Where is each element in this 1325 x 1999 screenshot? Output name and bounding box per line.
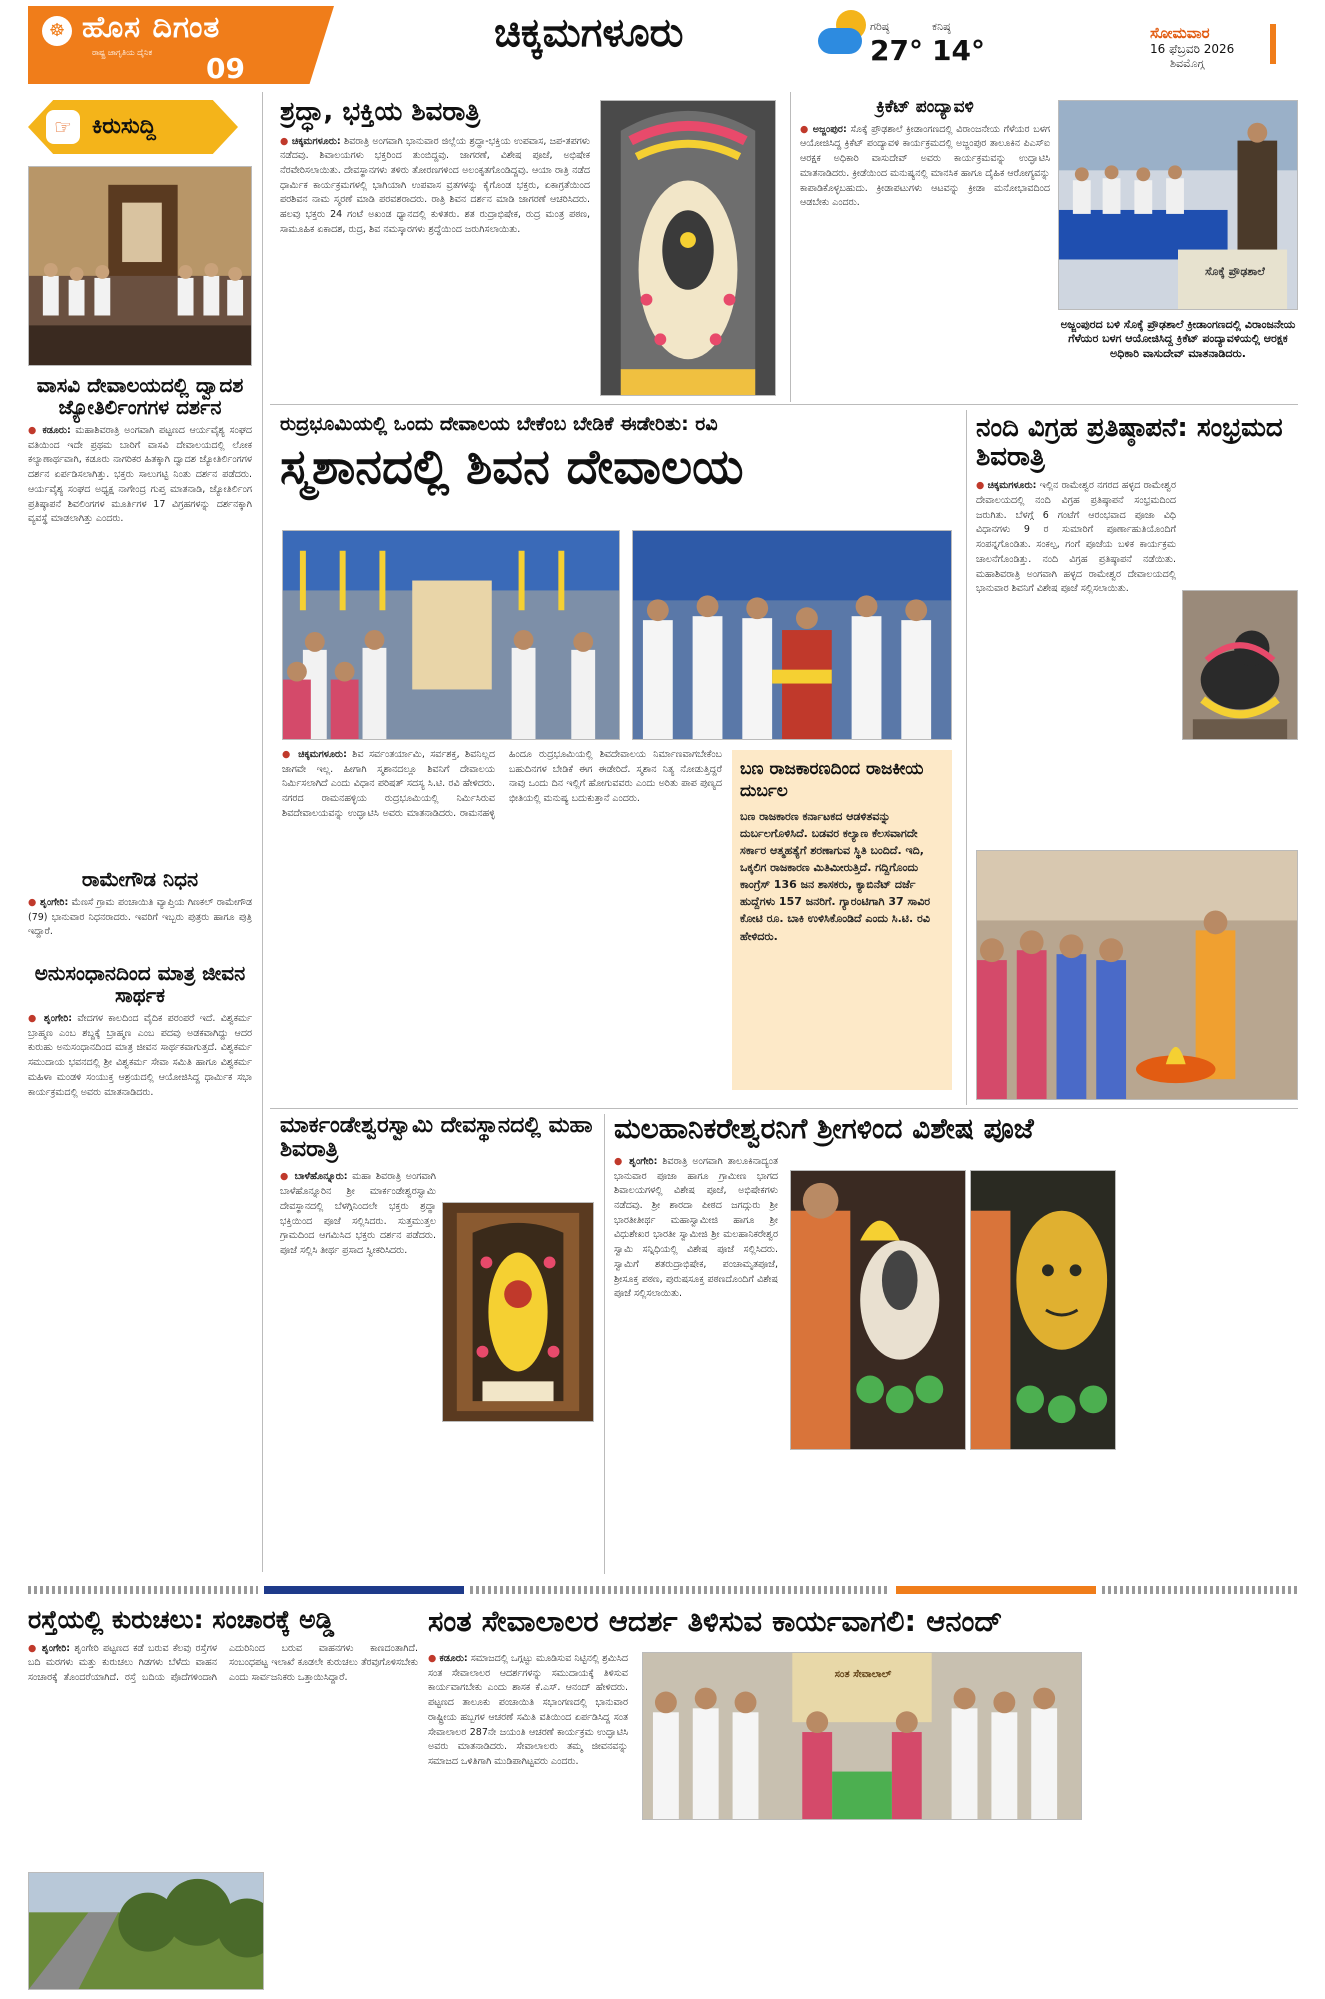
markandeya-idol-photo (442, 1202, 594, 1422)
weather-icon (818, 10, 868, 60)
smashana-header (280, 414, 960, 534)
nandi-text: ಇಲ್ಲಿನ ರಾಮೇಶ್ವರ ನಗರದ ಹಳ್ಳದ ರಾಮೇಶ್ವರ ದೇವಾಲಯದಲ್ಲಿ ನಂದಿ ವಿಗ್ರಹ ಪ್ರತಿಷ್ಠಾಪನೆ ಸಂಭ್ರಮದಿಂದ ಜರುಗಿತು. ಬೆಳಗ್ಗೆ 6 ಗಂಟೆಗೆ ಆರಂಭವಾದ ಪೂಜಾ ವಿಧಿ ವಿಧಾನಗಳು 9 ರ ಸುಮಾರಿಗೆ ಪೂರ್ಣಾಹುತಿಯೊಂದಿಗೆ ಸಂಪನ್ನಗೊಂಡಿತು. ಸಂಕಲ್ಪ, ಗಂಗೆ ಪೂಜೆಯ ಬಳಿಕ ಕಾರ್ಯಕ್ರಮ ಚಾಲನೆಗೊಂಡಿತ್ತು. ನಂದಿ ವಿಗ್ರಹ ಪ್ರತಿಷ್ಠಾಪನೆ ನಡೆಯಿತು. ಮಹಾಶಿವರಾತ್ರಿ ಅಂಗವಾಗಿ ಹಳ್ಳದ ರಾಮೇಶ್ವರ ದೇವಾಲಯದಲ್ಲಿ ಭಾನುವಾರ ಶಿವನಿಗೆ ವಿಶೇಷ ಪೂಜೆ ಸಲ್ಲಿಸಲಾಯಿತು. (976, 480, 1176, 595)
raste-article (28, 1606, 418, 1866)
temple-crowd-illustration (283, 531, 619, 739)
smashana-dateline: ಚಿಕ್ಕಮಗಳೂರು: (298, 749, 347, 760)
cricket-event-photo (1058, 100, 1298, 310)
cloud-icon (818, 28, 862, 54)
edition-city: ಶಿವಮೊಗ್ಗ (1170, 57, 1205, 70)
column-divider (790, 92, 791, 402)
decorated-idol-illustration (443, 1203, 593, 1421)
smashana-text: ಶಿವ ಸರ್ವಂತರ್ಯಾಮಿ, ಸರ್ವಶಕ್ತ, ಶಿವನಿಲ್ಲದ ಜಾಗವೇ ಇಲ್ಲ. ಹೀಗಾಗಿ ಸ್ಮಶಾನದಲ್ಲೂ ಶಿವನಿಗೆ ದೇವಾಲಯ ನಿರ್ಮಿಸಲಾಗಿದೆ ಎಂದು ವಿಧಾನ ಪರಿಷತ್ ಸದಸ್ಯ ಸಿ.ಟಿ. ರವಿ ಹೇಳಿದರು. ನಗರದ ರಾಮನಹಳ್ಳಿಯ ರುದ್ರಭೂಮಿಯಲ್ಲಿ ನಿರ್ಮಿಸಿರುವ ಶಿವದೇವಾಲಯವನ್ನು ಉದ್ಘಾಟಿಸಿ ಅವರು ಮಾತನಾಡಿದರು. ರಾಮನಹಳ್ಳಿ ಹಿಂದೂ ರುದ್ರಭೂಮಿಯಲ್ಲಿ ಶಿವದೇವಾಲಯ ನಿರ್ಮಾಣವಾಗಬೇಕೆಂಬ ಬಹುದಿನಗಳ ಬೇಡಿಕೆ ಈಗ ಈಡೇರಿದೆ. ಸ್ಮಶಾನ ನಿತ್ಯ ನೋಡುತ್ತಿದ್ದರೆ ನಾವು ಒಂದು ದಿನ ಇಲ್ಲಿಗೆ ಹೋಗುವವರು ಎಂದು ಅರಿತು ಪಾಪ ಪುಣ್ಯದ ಭೀತಿಯಲ್ಲಿ ಮನುಷ್ಯ ಬದುಕುತ್ತಾನೆ ಎಂದರು. (282, 749, 722, 819)
vasavi-dateline: ಕಡೂರು: (42, 425, 71, 436)
shraddha-article (280, 98, 590, 398)
vasavi-text: ಮಹಾಶಿವರಾತ್ರಿ ಅಂಗವಾಗಿ ಪಟ್ಟಣದ ಆರ್ಯವೈಶ್ಯ ಸಂಘದ ವತಿಯಿಂದ ಇದೇ ಪ್ರಥಮ ಬಾರಿಗೆ ವಾಸವಿ ದೇವಾಲಯದಲ್ಲಿ ಲೋಕ ಕಲ್ಯಾಣಾರ್ಥವಾಗಿ, ಕಡೂರು ನಾಗರಿಕರ ಹಿತಕ್ಕಾಗಿ ದ್ವಾದಶ ಜ್ಯೋತಿರ್ಲಿಂಗಗಳ ದರ್ಶನ ಏರ್ಪಡಿಸಲಾಗಿತ್ತು. ಭಕ್ತರು ಸಾಲುಗಟ್ಟಿ ನಿಂತು ದರ್ಶನ ಪಡೆದರು. ಆರ್ಯವೈಶ್ಯ ಸಂಘದ ಅಧ್ಯಕ್ಷ ನಾಗೇಂದ್ರ ಗುಪ್ತ ಮಾತನಾಡಿ, ಜ್ಯೋತಿರ್ಲಿಂಗ ಪ್ರತಿಷ್ಠಾಪನೆ ಶಿವಲಿಂಗಗಳ ಮೂರ್ತಿಗಳ 17 ವಿಗ್ರಹಗಳನ್ನು ದರ್ಶನಕ್ಕಾಗಿ ವ್ಯವಸ್ಥೆ ಮಾಡಲಾಗಿತ್ತು ಎಂದರು. (28, 425, 252, 525)
max-temp-label: ಗರಿಷ್ಠ (870, 20, 890, 33)
santha-text: ಸಮಾಜದಲ್ಲಿ ಒಗ್ಗಟ್ಟು ಮೂಡಿಸುವ ನಿಟ್ಟಿನಲ್ಲಿ ಶ್ರಮಿಸಿದ ಸಂತ ಸೇವಾಲಾಲರ ಆದರ್ಶಗಳನ್ನು ಸಮುದಾಯಕ್ಕೆ ತಿಳಿಸುವ ಕಾರ್ಯವಾಗಬೇಕು ಎಂದು ಶಾಸಕ ಕೆ.ಎಸ್. ಆನಂದ್ ಹೇಳಿದರು. ಪಟ್ಟಣದ ತಾಲೂಕು ಪಂಚಾಯಿತಿ ಸಭಾಂಗಣದಲ್ಲಿ ಭಾನುವಾರ ರಾಷ್ಟ್ರೀಯ ಹಬ್ಬಗಳ ಆಚರಣೆ ಸಮಿತಿ ವತಿಯಿಂದ ಏರ್ಪಡಿಸಿದ್ದ ಸಂತ ಸೇವಾಲಾಲರ 287ನೇ ಜಯಂತಿ ಆಚರಣೆ ಕಾರ್ಯಕ್ರಮ ಉದ್ಘಾಟಿಸಿ ಅವರು ಮಾತನಾಡಿದರು. ಸೇವಾಲಾಲರು ತಮ್ಮ ಜೀವನವನ್ನು ಸಮಾಜದ ಒಳಿತಿಗಾಗಿ ಮುಡಿಪಾಗಿಟ್ಟವರು ಎಂದರು. (428, 1653, 628, 1768)
bullet-icon: ● (280, 1171, 295, 1183)
santha-article (428, 1652, 628, 1992)
bullet-icon: ● (428, 1653, 440, 1664)
shraddha-text: ಶಿವರಾತ್ರಿ ಅಂಗವಾಗಿ ಭಾನುವಾರ ಜಿಲ್ಲೆಯ ಶ್ರದ್ಧಾ-ಭಕ್ತಿಯ ಉಪವಾಸ, ಜಪ-ತಪಗಳು ನಡೆದವು. ಶಿವಾಲಯಗಳು ಭಕ್ತರಿಂದ ತುಂಬಿದ್ದವು. ಜಾಗರಣೆ, ವಿಶೇಷ ಪೂಜೆ, ಅಭಿಷೇಕ ನೆರವೇರಿಸಲಾಯಿತು. ದೇವಸ್ಥಾನಗಳು ತಳಿರು ತೋರಣಗಳಿಂದ ಅಲಂಕೃತಗೊಂಡಿದ್ದವು. ಆಯಾ ರಾತ್ರಿ ನಡೆದ ಧಾರ್ಮಿಕ ಕಾರ್ಯಕ್ರಮಗಳಲ್ಲಿ ಭಾಗಿಯಾಗಿ ಉಪವಾಸ ವ್ರತಗಳನ್ನು ಕೈಗೊಂಡ ಭಕ್ತರು, ಏಕಾಗ್ರತೆಯಿಂದ ಪರಶಿವನ ನಾಮ ಸ್ಮರಣೆ ಮಾಡಿ ಪರವಶರಾದರು. ರಾತ್ರಿ ಶಿವನ ದರ್ಶನ ಮಾಡಿ ಜಾಗರಣೆ ಆಚರಿಸಿದರು. ಹಲವು ಭಕ್ತರು 24 ಗಂಟೆ ಅಖಂಡ ಧ್ಯಾನದಲ್ಲಿ ಕುಳಿತರು. ಶತ ರುದ್ರಾಭಿಷೇಕ, ರುದ್ರ ಮಂತ್ರ ಪಠಣ, ಸಾಮೂಹಿಕ ಏಕಾದಶ, ರುದ್ರ, ಶಿವ ನಮಸ್ಕಾರಗಳು ಶ್ರದ್ಧೆಯಿಂದ ಜರುಗಿಸಲಾಯಿತು. (280, 135, 590, 235)
smashana-temple-photo-1 (282, 530, 620, 740)
bullet-icon: ● (28, 1642, 42, 1654)
pointing-hand-icon: ☞ (46, 110, 80, 144)
logo-text: ಹೊಸ ದಿಗಂತ (82, 10, 221, 45)
nandi-illustration (1183, 591, 1297, 739)
sidebar-box (732, 750, 952, 1090)
cricket-dateline: ಅಜ್ಜಂಪುರ: (812, 123, 847, 135)
anusandhana-text: ವೇದಗಳ ಕಾಲದಿಂದ ವೈದಿಕ ಪರಂಪರೆ ಇದೆ. ವಿಶ್ವಕರ್ಮ ಬ್ರಾಹ್ಮಣ ಎಂಬ ಶಬ್ದಕ್ಕೆ ಬ್ರಾಹ್ಮಣ ಎಂಬ ಪದವು ಅಡಕವಾಗಿದ್ದು ಆದರ ಕುರುಹು ಅನುಸಂಧಾನದಿಂದ ಮಾತ್ರ ಜೀವನ ಸಾರ್ಥಕವಾಗುತ್ತದೆ. ವಿಶ್ವಕರ್ಮ ಸಮುದಾಯ ಭವನದಲ್ಲಿ ಶ್ರೀ ವಿಶ್ವಕರ್ಮ ಸೇವಾ ಸಮಿತಿ ಹಾಗೂ ವಿಶ್ವಕರ್ಮ ಮಹಿಳಾ ಮಂಡಳಿ ಸಂಯುಕ್ತ ಆಶ್ರಯದಲ್ಲಿ ಆಯೋಜಿಸಿದ್ದ ಧಾರ್ಮಿಕ ಸಭಾ ಕಾರ್ಯಕ್ರಮದಲ್ಲಿ ಅವರು ಮಾತನಾಡಿದರು. (28, 1013, 252, 1098)
golden-mask-illustration (971, 1171, 1115, 1449)
santha-header (428, 1606, 1298, 1646)
malahanikara-ritual-photo (790, 1170, 966, 1450)
raste-dateline: ಶೃಂಗೇರಿ: (41, 1642, 71, 1654)
section-title: ಚಿಕ್ಕಮಗಳೂರು (494, 10, 684, 56)
vasavi-temple-photo (28, 166, 252, 366)
separator-navy (264, 1586, 464, 1594)
section-separator (28, 1584, 1298, 1596)
sidebar-headline: ಬಣ ರಾಜಕಾರಣದಿಂದ ರಾಜಕೀಯ ದುರ್ಬಲ (740, 759, 924, 802)
logo-emblem-icon: ☸ (42, 16, 72, 46)
malahanikara-text: ಶಿವರಾತ್ರಿ ಅಂಗವಾಗಿ ತಾಲೂಕಿನಾದ್ಯಂತ ಭಾನುವಾರ ಪೂಜಾ ಹಾಗೂ ಗ್ರಾಮೀಣ ಭಾಗದ ಶಿವಾಲಯಗಳಲ್ಲಿ ವಿಶೇಷ ಪೂಜೆ, ಅಭಿಷೇಕಗಳು ನಡೆದವು. ಶ್ರೀ ಶಾರದಾ ಪೀಠದ ಜಗದ್ಗುರು ಶ್ರೀ ಭಾರತೀತೀರ್ಥ ಮಹಾಸ್ವಾಮೀಜಿ ಹಾಗೂ ಶ್ರೀ ವಿಧುಶೇಖರ ಭಾರತೀ ಸ್ವಾಮೀಜಿ ಶ್ರೀ ಮಲಹಾನಿಕರೇಶ್ವರ ಸ್ವಾಮಿ ಸನ್ನಿಧಿಯಲ್ಲಿ ವಿಶೇಷ ಪೂಜೆ ಸಲ್ಲಿಸಿದರು. ಸ್ವಾಮಿಗೆ ಶತರುದ್ರಾಭಿಷೇಕ, ಪಂಚಾಮೃತಪೂಜೆ, ಶ್ರೀಸೂಕ್ತ ಪಠಣ, ಪುರುಷಸೂಕ್ತ ಪಠಣದೊಂದಿಗೆ ವಿಶೇಷ ಪೂಜೆ ಸಲ್ಲಿಸಲಾಯಿತು. (614, 1155, 778, 1300)
anusandhana-body (28, 1012, 252, 1100)
santha-headline: ಸಂತ ಸೇವಾಲಾಲರ ಆದರ್ಶ ತಿಳಿಸುವ ಕಾರ್ಯವಾಗಲಿ: ಆನಂದ್ (428, 1606, 1003, 1638)
ramegowda-article (28, 868, 252, 958)
nandi-ritual-photo (976, 850, 1298, 1100)
malahanikara-body (614, 1155, 778, 1302)
overgrown-road-illustration (29, 1873, 263, 1989)
shraddha-dateline: ಚಿಕ್ಕಮಗಳೂರು: (291, 135, 341, 147)
sidebar-body: ಬಣ ರಾಜಕಾರಣ ಕರ್ನಾಟಕದ ಆಡಳಿತವನ್ನು ದುರ್ಬಲಗೊಳಿಸಿದೆ. ಬಡವರ ಕಲ್ಯಾಣ ಕೆಲಸವಾಗದೇ ಸರ್ಕಾರ ಆತ್ಮಹತ್ಯೆಗೆ ಶರಣಾಗುವ ಸ್ಥಿತಿ ಬಂದಿದೆ. ಇದಿ, ಒಕ್ಕಲಿಗ ರಾಜಕಾರಣ ಮಿತಿಮೀರುತ್ತಿದೆ. ಗದ್ದಿಗೊಂದು ಕಾಂಗ್ರೆಸ್ 136 ಜನ ಶಾಸಕರು, ಕ್ಯಾಬಿನೆಟ್ ದರ್ಜೆ ಹುದ್ದೆಗಳು 157 ಜನರಿಗೆ. ಗ್ಯಾರಂಟಿಗಾಗಿ 37 ಸಾವಿರ ಕೋಟಿ ರೂ. ಬಾಕಿ ಉಳಿಸಿಕೊಂಡಿದೆ ಎಂದು ಸಿ.ಟಿ. ರವಿ ಹೇಳಿದರು. (740, 810, 931, 943)
cricket-text: ಸೊಕ್ಕೆ ಪ್ರೌಢಶಾಲೆ ಕ್ರೀಡಾಂಗಣದಲ್ಲಿ ವಿರಾಂಜನೇಯ ಗೆಳೆಯರ ಬಳಗ ಆಯೋಜಿಸಿದ್ದ ಕ್ರಿಕೆಟ್ ಪಂದ್ಯಾವಳಿ ಕಾರ್ಯಕ್ರಮದಲ್ಲಿ ಅಜ್ಜಂಪುರ ತಾಲೂಕಿನ ಪಿಎಸ್ಐ ಆರಕ್ಷಕ ಅಧಿಕಾರಿ ವಾಸುದೇವ್ ಅವರು ಕಾರ್ಯಕ್ರಮವನ್ನು ಉದ್ಘಾಟಿಸಿ ಮಾತನಾಡಿದರು. ಕ್ರೀಡೆಯಿಂದ ಮನುಷ್ಯನಲ್ಲಿ ಮಾನಸಿಕ ಹಾಗೂ ದೈಹಿಕ ಆರೋಗ್ಯವನ್ನು ಕಾಪಾಡಿಕೊಳ್ಳಬಹುದು. ಕ್ರೀಡಾಪಟುಗಳು ಆಟವನ್ನು ಕ್ರೀಡಾ ಮನೋಭಾವದಿಂದ ಆಡಬೇಕು ಎಂದರು. (800, 123, 1050, 209)
kirusuddi-tag (28, 100, 248, 154)
smashana-text-block (282, 748, 722, 822)
weekday: ಸೋಮವಾರ (1150, 24, 1210, 42)
shivalinga-illustration (601, 101, 775, 395)
bullet-icon: ● (282, 749, 299, 760)
raste-headline: ರಸ್ತೆಯಲ್ಲಿ ಕುರುಚಲು: ಸಂಚಾರಕ್ಕೆ ಅಡ್ಡಿ (28, 1606, 335, 1634)
min-temp: 14° (932, 34, 985, 67)
santha-dateline: ಕಡೂರು: (439, 1653, 468, 1664)
ramegowda-text: ಮೆಣಸೆ ಗ್ರಾಮ ಪಂಚಾಯಿತಿ ವ್ಯಾಪ್ತಿಯ ಗಿಣಕಲ್ ರಾಮೇಗೌಡ (79) ಭಾನುವಾರ ನಿಧನರಾದರು. ಇವರಿಗೆ ಇಬ್ಬರು ಪುತ್ರರು ಹಾಗೂ ಪುತ್ರಿ ಇದ್ದಾರೆ. (28, 897, 252, 938)
nandi-headline: ನಂದಿ ವಿಗ್ರಹ ಪ್ರತಿಷ್ಠಾಪನೆ: ಸಂಭ್ರಮದ ಶಿವರಾತ್ರಿ (976, 414, 1283, 472)
bullet-icon: ● (28, 897, 41, 908)
separator-orange (896, 1586, 1096, 1594)
masthead-accent-bar (1270, 24, 1276, 64)
bullet-icon: ● (280, 135, 292, 147)
separator-dots (470, 1586, 890, 1594)
page-number: 09 (206, 52, 245, 85)
nandi-dateline: ಚಿಕ್ಕಮಗಳೂರು: (987, 480, 1037, 492)
vasavi-body (28, 424, 252, 527)
raste-body (28, 1642, 418, 1686)
shraddha-shivalinga-photo (600, 100, 776, 396)
cricket-article (800, 98, 1050, 398)
markandeya-headline: ಮಾರ್ಕಂಡೇಶ್ವರಸ್ವಾಮಿ ದೇವಸ್ಥಾನದಲ್ಲಿ ಮಹಾ ಶಿವರಾತ್ರಿ (280, 1114, 593, 1163)
markandeya-text: ಮಹಾ ಶಿವರಾತ್ರಿ ಅಂಗವಾಗಿ ಬಾಳೆಹೊನ್ನೂರಿನ ಶ್ರೀ ಮಾರ್ಕಂಡೇಶ್ವರಸ್ವಾಮಿ ದೇವಸ್ಥಾನದಲ್ಲಿ ಬೆಳಗ್ಗಿನಿಂದಲೇ ಭಕ್ತರು ಶ್ರದ್ಧಾ ಭಕ್ತಿಯಿಂದ ಪೂಜೆ ಸಲ್ಲಿಸಿದರು. ಸುತ್ತಮುತ್ತಲ ಗ್ರಾಮದಿಂದ ಆಗಮಿಸಿದ ಭಕ್ತರು ದರ್ಶನ ಪಡೆದರು. ಪೂಜೆ ಸಲ್ಲಿಸಿ ತೀರ್ಥ ಪ್ರಸಾದ ಸ್ವೀಕರಿಸಿದರು. (280, 1171, 437, 1256)
markandeya-body (280, 1170, 436, 1258)
smashana-body (282, 748, 722, 1102)
issue-date: 16 ಫೆಬ್ರವರಿ 2026 (1150, 42, 1235, 56)
bullet-icon: ● (800, 123, 813, 135)
separator-dots (28, 1586, 258, 1594)
anusandhana-headline: ಅನುಸಂಧಾನದಿಂದ ಮಾತ್ರ ಜೀವನ ಸಾರ್ಥಕ (34, 962, 246, 1007)
bullet-icon: ● (976, 480, 988, 492)
cricket-body (800, 123, 1050, 211)
nandi-idol-photo (1182, 590, 1298, 740)
smashana-temple-photo-2 (632, 530, 952, 740)
markandeya-dateline: ಬಾಳೆಹೊನ್ನೂರು: (294, 1171, 348, 1183)
malahanikara-headline: ಮಲಹಾನಿಕರೇಶ್ವರನಿಗೆ ಶ್ರೀಗಳಿಂದ ವಿಶೇಷ ಪೂಜೆ (614, 1114, 1034, 1145)
homa-ritual-illustration (977, 851, 1297, 1099)
ramegowda-headline: ರಾಮೇಗೌಡ ನಿಧನ (81, 868, 199, 891)
shraddha-headline: ಶ್ರದ್ಧಾ, ಭಕ್ತಿಯ ಶಿವರಾತ್ರಿ (280, 98, 481, 127)
kirusuddi-label: ಕಿರುಸುದ್ದಿ (92, 114, 156, 139)
column-divider (604, 1114, 605, 1574)
bullet-icon: ● (28, 425, 43, 436)
felicitation-illustration (633, 531, 951, 739)
min-temp-label: ಕನಿಷ್ಠ (932, 20, 951, 33)
cricket-photo-caption: ಅಜ್ಜಂಪುರದ ಬಳಿ ಸೊಕ್ಕೆ ಪ್ರೌಢಶಾಲೆ ಕ್ರೀಡಾಂಗಣದಲ್ಲಿ ವಿರಾಂಜನೇಯ ಗೆಳೆಯರ ಬಳಗ ಆಯೋಜಿಸಿದ್ದ ಕ್ರಿಕೆಟ್ ಪಂದ್ಯಾವಳಿಯಲ್ಲಿ ಆರಕ್ಷಕ ಅಧಿಕಾರಿ ವಾಸುದೇವ್ ಮಾತನಾಡಿದರು. (1060, 318, 1296, 360)
ramegowda-body (28, 896, 252, 940)
vasavi-headline: ವಾಸವಿ ದೇವಾಲಯದಲ್ಲಿ ದ್ವಾದಶ ಜ್ಯೋತಿರ್ಲಿಂಗಗಳ ದರ್ಶನ (36, 374, 244, 419)
column-divider (966, 410, 967, 1105)
max-temp: 27° (870, 34, 923, 67)
malahanikara-dateline: ಶೃಂಗೇರಿ: (629, 1155, 658, 1167)
vasavi-article (28, 374, 252, 874)
shraddha-body (280, 135, 590, 238)
raste-road-photo (28, 1872, 264, 1990)
masthead (0, 0, 1325, 92)
separator-dots (1102, 1586, 1298, 1594)
row-divider (270, 1108, 1298, 1109)
santha-event-photo (642, 1652, 1082, 1820)
malahanikara-deity-photo (970, 1170, 1116, 1450)
nandi-body (976, 479, 1176, 597)
santha-banner-text: ಸಂತ ಸೇವಾಲಾಲ್ (834, 1669, 892, 1680)
vasavi-photo-illustration (29, 167, 251, 365)
santha-body (428, 1652, 628, 1770)
aarti-illustration (791, 1171, 965, 1449)
anusandhana-article (28, 962, 252, 1572)
anusandhana-dateline: ಶೃಂಗೇರಿ: (43, 1013, 73, 1024)
dateline-box (1150, 24, 1276, 71)
smashana-kicker: ರುದ್ರಭೂಮಿಯಲ್ಲಿ ಒಂದು ದೇವಾಲಯ ಬೇಕೆಂಬ ಬೇಡಿಕೆ ಈಡೇರಿತು: ರವಿ (280, 414, 718, 435)
bullet-icon: ● (28, 1013, 44, 1024)
row-divider (270, 404, 1298, 405)
column-divider (262, 92, 263, 1572)
smashana-headline: ಸ್ಮಶಾನದಲ್ಲಿ ಶಿವನ ದೇವಾಲಯ (280, 438, 744, 495)
logo-tagline: ರಾಷ್ಟ್ರ ಜಾಗೃತಿಯ ದೈನಿಕ (92, 48, 153, 57)
bullet-icon: ● (614, 1155, 630, 1167)
cricket-banner-text: ಸೊಕ್ಕೆ ಪ್ರೌಢಶಾಲೆ (1205, 265, 1265, 278)
cricket-headline: ಕ್ರಿಕೆಟ್ ಪಂದ್ಯಾವಳಿ (876, 98, 974, 117)
ramegowda-dateline: ಶೃಂಗೇರಿ: (40, 897, 69, 908)
raste-text: ಶೃಂಗೇರಿ ಪಟ್ಟಣದ ಕಡೆ ಬರುವ ಕೆಲವು ರಸ್ತೆಗಳ ಬದಿ ಮರಗಳು ಮತ್ತು ಕುರುಚಲು ಗಿಡಗಳು ಬೆಳೆದು ವಾಹನ ಸಂಚಾರಕ್ಕೆ ತೊಂದರೆಯಾಗಿದೆ. ರಸ್ತೆ ಬದಿಯ ಪೊದೆಗಳಿಂದಾಗಿ ಎದುರಿನಿಂದ ಬರುವ ವಾಹನಗಳು ಕಾಣದಂತಾಗಿದೆ. ಸಂಬಂಧಪಟ್ಟ ಇಲಾಖೆ ಕೂಡಲೇ ಕುರುಚಲು ತೆರವುಗೊಳಿಸಬೇಕು ಎಂದು ಸಾರ್ವಜನಿಕರು ಒತ್ತಾಯಿಸಿದ್ದಾರೆ. (28, 1642, 418, 1683)
